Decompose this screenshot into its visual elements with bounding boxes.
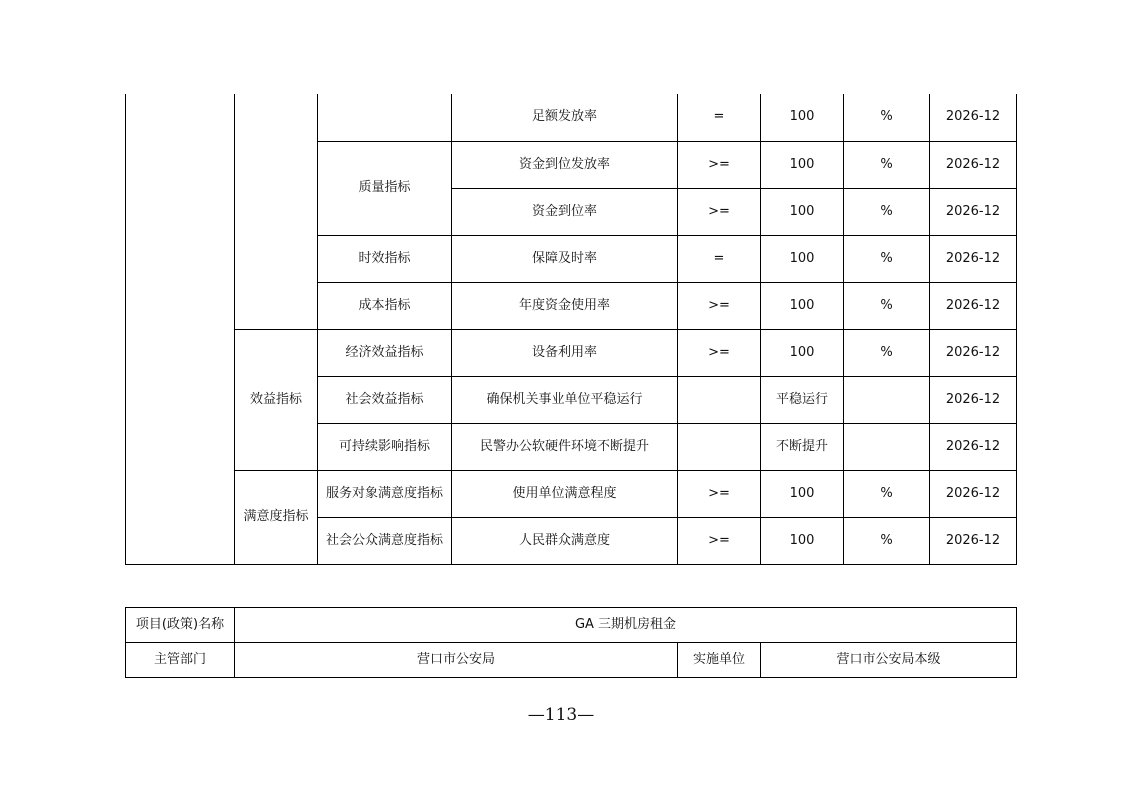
indicator-date: 2026-12 [930, 423, 1017, 470]
indicator-value: 平稳运行 [761, 376, 844, 423]
page-number: —113— [527, 705, 595, 725]
table-row [126, 608, 1017, 643]
level1-output-indicator-cell [235, 94, 318, 329]
indicator-value: 100 [761, 235, 844, 282]
table-row [126, 643, 1017, 678]
level2-indicator-label: 服务对象满意度指标 [318, 470, 452, 517]
indicator-date: 2026-12 [930, 282, 1017, 329]
implementing-unit-value: 营口市公安局本级 [761, 643, 1017, 678]
performance-indicator-table [125, 94, 1017, 565]
level2-indicator-label: 时效指标 [318, 235, 452, 282]
indicator-name: 资金到位率 [452, 188, 678, 235]
indicator-value: 100 [761, 282, 844, 329]
indicator-name: 人民群众满意度 [452, 517, 678, 564]
indicator-date: 2026-12 [930, 470, 1017, 517]
indicator-date: 2026-12 [930, 188, 1017, 235]
indicator-date: 2026-12 [930, 376, 1017, 423]
level2-indicator-label: 社会公众满意度指标 [318, 517, 452, 564]
indicator-value: 不断提升 [761, 423, 844, 470]
level2-indicator-label: 可持续影响指标 [318, 423, 452, 470]
indicator-date: 2026-12 [930, 235, 1017, 282]
table-row [126, 329, 1017, 376]
indicator-name: 足额发放率 [452, 94, 678, 141]
indicator-unit: % [844, 141, 930, 188]
table-row [126, 94, 1017, 141]
indicator-name: 民警办公软硬件环境不断提升 [452, 423, 678, 470]
table-row [126, 470, 1017, 517]
supervising-dept-value: 营口市公安局 [235, 643, 678, 678]
indicator-name: 确保机关事业单位平稳运行 [452, 376, 678, 423]
level2-quantity-indicator-cell [318, 94, 452, 141]
indicator-operator [678, 376, 761, 423]
indicator-unit [844, 423, 930, 470]
indicator-unit [844, 376, 930, 423]
indicator-name: 保障及时率 [452, 235, 678, 282]
project-name-value: GA 三期机房租金 [235, 608, 1017, 643]
indicator-operator: >= [678, 188, 761, 235]
level2-indicator-label: 经济效益指标 [318, 329, 452, 376]
indicator-operator [678, 423, 761, 470]
indicator-value: 100 [761, 188, 844, 235]
indicator-operator: >= [678, 282, 761, 329]
indicator-unit: % [844, 235, 930, 282]
indicator-name: 使用单位满意程度 [452, 470, 678, 517]
indicator-operator: = [678, 235, 761, 282]
indicator-operator: >= [678, 141, 761, 188]
indicator-operator: >= [678, 470, 761, 517]
indicator-unit: % [844, 517, 930, 564]
indicator-name: 设备利用率 [452, 329, 678, 376]
indicator-unit: % [844, 188, 930, 235]
level2-indicator-label: 社会效益指标 [318, 376, 452, 423]
level2-indicator-label: 成本指标 [318, 282, 452, 329]
indicator-unit: % [844, 282, 930, 329]
indicator-date: 2026-12 [930, 94, 1017, 141]
level2-indicator-label: 质量指标 [318, 141, 452, 235]
indicator-value: 100 [761, 329, 844, 376]
indicator-unit: % [844, 94, 930, 141]
indicator-operator: >= [678, 329, 761, 376]
indicator-date: 2026-12 [930, 141, 1017, 188]
indicator-value: 100 [761, 141, 844, 188]
indicator-value: 100 [761, 470, 844, 517]
level1-indicator-label: 满意度指标 [235, 470, 318, 564]
indicator-unit: % [844, 470, 930, 517]
supervising-dept-label: 主管部门 [126, 643, 235, 678]
level1-indicator-label: 效益指标 [235, 329, 318, 470]
indicator-date: 2026-12 [930, 517, 1017, 564]
indicator-operator: = [678, 94, 761, 141]
indicator-name: 年度资金使用率 [452, 282, 678, 329]
indicator-name: 资金到位发放率 [452, 141, 678, 188]
indicator-date: 2026-12 [930, 329, 1017, 376]
implementing-unit-label: 实施单位 [678, 643, 761, 678]
indicator-operator: >= [678, 517, 761, 564]
level0-indicator-cell [126, 94, 235, 564]
project-name-label: 项目(政策)名称 [126, 608, 235, 643]
project-info-table [125, 607, 1017, 678]
indicator-unit: % [844, 329, 930, 376]
indicator-value: 100 [761, 94, 844, 141]
indicator-value: 100 [761, 517, 844, 564]
